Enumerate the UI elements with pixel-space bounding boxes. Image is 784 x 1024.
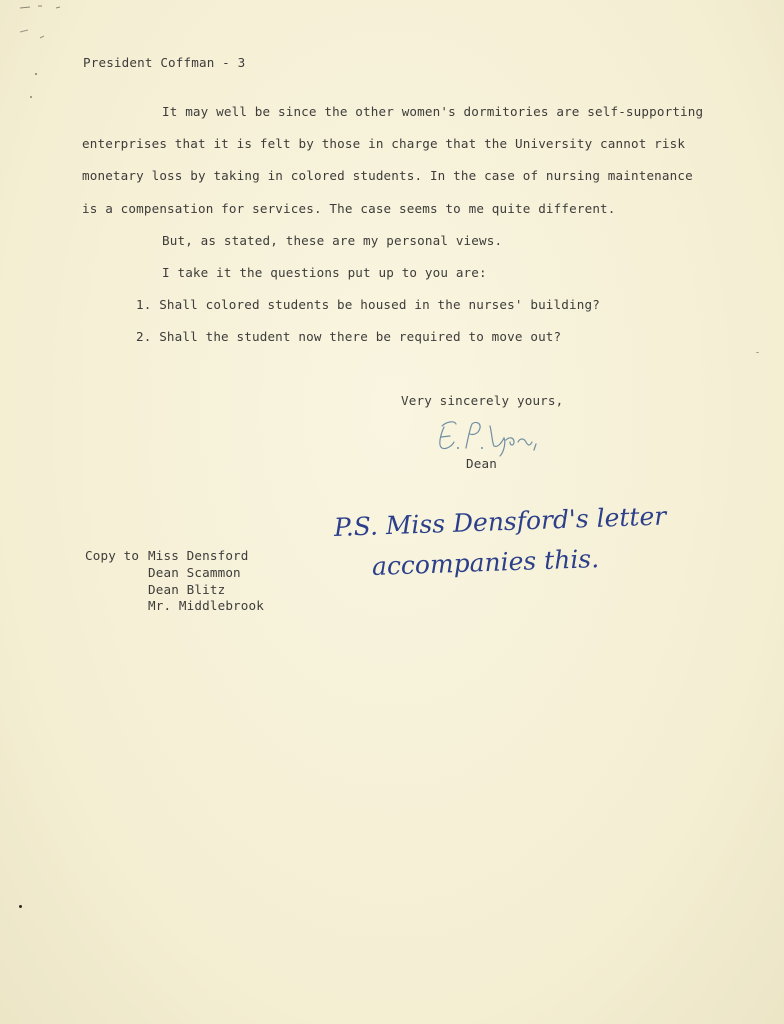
paper-speck: [756, 352, 759, 353]
closing: Very sincerely yours,: [401, 393, 564, 408]
postscript-line-1: P.S. Miss Densford's letter: [333, 501, 667, 542]
paper-speck: [19, 905, 22, 908]
signer-title: Dean: [466, 456, 497, 471]
paragraph-1-line-3: monetary loss by taking in colored students. In the case of nursing maintenance: [82, 168, 693, 183]
paper-edge-marks: [18, 2, 88, 42]
cc-recipient: Dean Blitz: [148, 582, 226, 597]
cc-recipient: Mr. Middlebrook: [148, 598, 264, 613]
paragraph-2: But, as stated, these are my personal views.: [162, 233, 503, 248]
paragraph-1-line-2: enterprises that it is felt by those in charge that the University cannot risk: [82, 136, 686, 151]
paper-speck: [35, 73, 37, 75]
cc-recipient: Miss Densford: [148, 548, 249, 563]
paragraph-1-line-1: It may well be since the other women's dormitories are self-supporting: [162, 104, 704, 119]
page-header: President Coffman - 3: [83, 55, 246, 70]
question-1: 1. Shall colored students be housed in the nurses' building?: [136, 297, 600, 312]
cc-label: Copy to: [85, 548, 140, 563]
question-2: 2. Shall the student now there be required to move out?: [136, 329, 562, 344]
postscript-line-2: accompanies this.: [371, 544, 600, 581]
signature: [432, 412, 552, 458]
cc-recipient: Dean Scammon: [148, 565, 241, 580]
paragraph-1-line-4: is a compensation for services. The case seems to me quite different.: [82, 201, 616, 216]
paper-speck: [30, 96, 32, 98]
paragraph-3: I take it the questions put up to you are:: [162, 265, 487, 280]
